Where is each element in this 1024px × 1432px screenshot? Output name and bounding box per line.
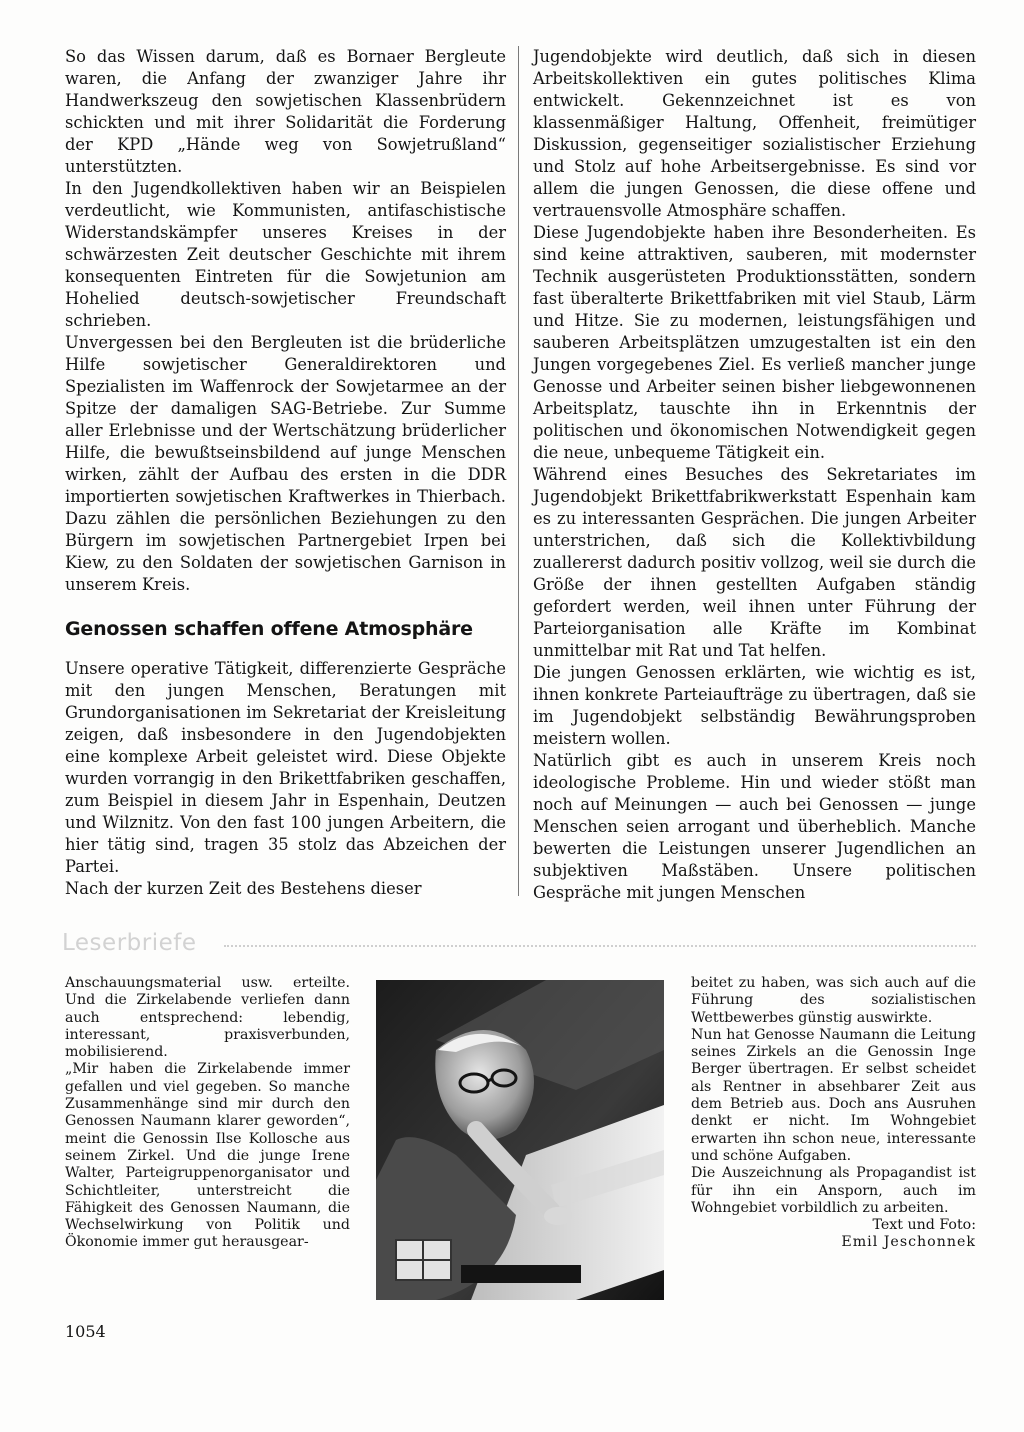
section-label: Leserbriefe [62,930,197,956]
paragraph: In den Jugendkollektiven haben wir an Beispielen verdeutlicht, wie Kommunisten, antifaschistische Widerstandskämpfer unseres Kreises in der schwärzesten Zeit deutscher Geschichte mit ihrem konsequenten Eintreten für die Sowjetunion am Hohelied deutsch-sowjetischer Freundschaft schrieben. [65,179,506,330]
letters-banner [62,930,976,960]
dotted-rule [224,945,976,947]
letter-right-column [691,975,976,1252]
paragraph: Die jungen Genossen erklärten, wie wichtig es ist, ihnen konkrete Parteiaufträge zu übertragen, daß sie im Jugendobjekt selbständig Bewährungsproben meistern wollen. [533,663,976,748]
paragraph: Diese Jugendobjekte haben ihre Besonderheiten. Es sind keine attraktiven, sauberen, mit modernster Technik ausgerüsteten Produktionsstätten, sondern fast überalterte Brikettfabriken mit viel Staub, Lärm und Hitze. Sie zu modernen, leistungsfähigen und sauberen Arbeitsplätzen umzugestalten ist ein den Jungen vorgegebenes Ziel. Es verließ mancher junge Genosse und Arbeiter seinen bisher liebgewonnenen Arbeitsplatz, tauschte ihn in Erkenntnis der politischen und ökonomischen Notwendigkeit gegen die neue, unbequeme Tätigkeit ein. [533,223,976,462]
letter-left-column [65,975,350,1252]
article-left-column [65,46,506,900]
paragraph: Natürlich gibt es auch in unserem Kreis noch ideologische Probleme. Hin und wieder stößt man noch auf Meinungen — auch bei Genossen — junge Menschen seien arrogant und überheblich. Manche bewerten die Leistungen unserer Jugendlichen an subjektiven Maßstäben. Unsere politischen Gespräche mit jungen Menschen [533,751,976,902]
paragraph: So das Wissen darum, daß es Bornaer Bergleute waren, die Anfang der zwanziger Jahre ihr Handwerkszeug den sowjetischen Klassenbrüdern schickten und mit ihrer Solidarität die Forderung der KPD „Hände weg von Sowjetrußland“ unterstützten. [65,47,506,176]
paragraph: Nach der kurzen Zeit des Bestehens dieser [65,879,422,898]
portrait-photo [376,980,664,1300]
column-divider [518,46,519,896]
credit-label: Text und Foto: [872,1217,976,1234]
paragraph: Nun hat Genosse Naumann die Leitung seines Zirkels an die Genossin Inge Berger übertragen. Er selbst scheidet als Rentner in absehbarer Zeit aus dem Betrieb aus. Doch ans Ausruhen denkt er nicht. Im Wohngebiet erwarten ihn schon neue, interessante und schöne Aufgaben. [691,1026,976,1164]
paragraph: Während eines Besuches des Sekretariates im Jugendobjekt Brikettfabrikwerkstatt Espenhain kam es zu interessanten Gesprächen. Die jungen Arbeiter unterstrichen, daß sich die Kollektivbildung zuallererst dadurch positiv vollzog, weil sie durch die Größe der ihnen gestellten Aufgaben ständig gefordert werden, weil ihnen unter Führung der Parteiorganisation alle Kräfte im Kombinat unmittelbar mit Rat und Tat helfen. [533,465,976,660]
paragraph: Anschauungsmaterial usw. erteilte. Und die Zirkelabende verliefen dann auch entsprechend: lebendig, interessant, praxisverbunden, mobilisierend. [65,975,350,1061]
paragraph: Unsere operative Tätigkeit, differenzierte Gespräche mit den jungen Menschen, Beratungen mit Grundorganisationen im Sekretariat der Kreisleitung zeigen, daß insbesondere in den Jugendobjekten eine komplexe Arbeit geleistet wird. Diese Objekte wurden vorrangig in den Brikettfabriken geschaffen, zum Beispiel in diesem Jahr in Espenhain, Deutzen und Wilznitz. Von den fast 100 jungen Arbeitern, die hier tätig sind, tragen 35 stolz das Abzeichen der Partei. [65,659,506,876]
paragraph: „Mir haben die Zirkelabende immer gefallen und viel gegeben. So manche Zusammenhänge sind mir durch den Genossen Naumann klarer geworden“, meint die Genossin Ilse Kollosche aus seinem Zirkel. Und die junge Irene Walter, Parteigruppenorganisator und Schichtleiter, unterstreicht die Fähigkeit des Genossen Naumann, die Wechselwirkung von Politik und Ökonomie immer gut herausgear- [65,1061,350,1251]
page-number: 1054 [65,1322,106,1341]
paragraph: Unvergessen bei den Bergleuten ist die brüderliche Hilfe sowjetischer Generaldirektoren und Spezialisten im Waffenrock der Sowjetarmee an der Spitze der damaligen SAG-Betriebe. Zur Summe aller Erlebnisse und der Wertschätzung brüderlicher Hilfe, die bewußtseinsbildend auf junge Menschen wirken, zählt der Aufbau des ersten in die DDR importierten sowjetischen Kraftwerkes in Thierbach. Dazu zählen die persönlichen Beziehungen zu den Bürgern im sowjetischen Partnergebiet Irpen bei Kiew, zu den Soldaten der sowjetischen Garnison in unserem Kreis. [65,333,506,594]
section-heading: Genossen schaffen offene Atmosphäre [65,618,473,640]
paragraph: Die Auszeichnung als Propagandist ist für ihn ein Ansporn, auch im Wohngebiet vorbildlich zu arbeiten. [691,1165,976,1216]
article-right-column [533,46,976,904]
paragraph: Jugendobjekte wird deutlich, daß sich in diesen Arbeitskollektiven ein gutes politisches Klima entwickelt. Gekennzeichnet ist es von klassenmäßiger Haltung, Offenheit, freimütiger Diskussion, gegenseitiger sozialistischer Erziehung und Stolz auf hohe Arbeitsergebnisse. Es sind vor allem die jungen Genossen, die diese offene und vertrauensvolle Atmosphäre schaffen. [533,47,976,220]
author-name: Emil Jeschonnek [841,1234,976,1251]
paragraph: beitet zu haben, was sich auch auf die Führung des sozialistischen Wettbewerbes günstig auswirkte. [691,975,976,1026]
